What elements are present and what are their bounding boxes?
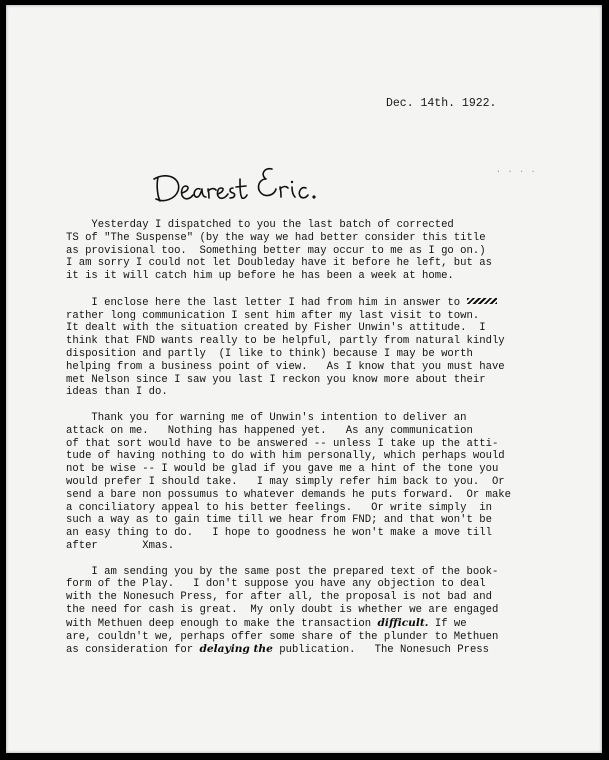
text-line: It dealt with the situation created by Fisher Unwin's attitude. I — [66, 322, 486, 335]
handwritten-delaying: delaying the — [199, 643, 273, 656]
text-line: send a bare non possumus to whatever demands he puts forward. Or make — [66, 488, 512, 501]
text-segment: as consideration for — [66, 644, 194, 657]
text-line: I am sending you by the same post the prepared text of the book- — [66, 565, 499, 578]
text-line: with the Nonesuch Press, for after all, the proposal is not bad and — [66, 591, 492, 604]
paragraph-3 — [66, 412, 596, 553]
text-line: helping from a business point of view. As I know that you must have — [66, 360, 505, 373]
text-segment: If we — [428, 617, 467, 630]
text-line: met Nelson since I saw you last I reckon you know more about their — [66, 373, 486, 386]
handwritten-difficult: difficult. — [377, 616, 429, 629]
text-line: the need for cash is great. My only doubt is whether we are engaged — [66, 603, 499, 616]
text-line: ideas than I do. — [66, 386, 168, 399]
text-line: an easy thing to do. I hope to goodness he won't make a move till — [66, 527, 492, 540]
margin-mark: . . . . — [496, 166, 537, 175]
text-line: it is it will catch him up before he has been a week at home. — [66, 270, 454, 283]
text-line: of that sort would have to be answered -- unless I take up the atti- — [66, 437, 499, 450]
text-line: attack on me. Nothing has happened yet. As any communication — [66, 424, 473, 437]
letter-body — [66, 219, 596, 670]
text-line: TS of "The Suspense" (by the way we had better consider this title — [66, 231, 486, 244]
text-line: Yesterday I dispatched to you the last batch of corrected — [66, 219, 454, 231]
text-line: I am sorry I could not let Doubleday have it before he left, but as — [66, 257, 492, 270]
strikeout-mark — [467, 296, 497, 306]
text-line: think that FND wants really to be helpful, partly from natural kindly — [66, 335, 505, 348]
text-line: after Xmas. — [66, 539, 175, 552]
paragraph-1 — [66, 219, 596, 283]
text-line: rather long communication I sent him after my last visit to town. — [66, 309, 480, 322]
text-line: form of the Play. I don't suppose you have any objection to deal — [66, 578, 486, 591]
text-line — [66, 643, 596, 657]
text-line: are, couldn't we, perhaps offer some share of the plunder to Methuen — [66, 630, 499, 643]
handwritten-salutation — [148, 157, 318, 209]
text-segment: with Methuen deep enough to make the transaction — [66, 617, 372, 630]
letter-page — [6, 5, 602, 753]
paragraph-4 — [66, 566, 596, 658]
text-line: tude of having nothing to do with him personally, which perhaps would — [66, 450, 505, 463]
text-line: a conciliatory appeal to his better feelings. Or write simply in — [66, 501, 492, 514]
text-line: as provisional too. Something better may occur to me as I go on.) — [66, 244, 486, 257]
text-line: such a way as to gain time till we hear from FND; and that won't be — [66, 514, 492, 527]
paragraph-2 — [66, 296, 596, 399]
text-line: would prefer I should take. I may simply refer him back to you. Or — [66, 475, 505, 488]
letter-date: Dec. 14th. 1922. — [386, 97, 497, 110]
text-line: disposition and partly (I like to think) because I may be worth — [66, 347, 473, 360]
text-segment: I enclose here the last letter I had from him in answer to — [66, 296, 461, 309]
text-line — [66, 296, 596, 310]
text-segment: publication. The Nonesuch Press — [272, 644, 490, 657]
text-line — [66, 617, 596, 631]
text-line: not be wise -- I would be glad if you gave me a hint of the tone you — [66, 463, 499, 476]
text-line: Thank you for warning me of Unwin's intention to deliver an — [66, 411, 467, 424]
